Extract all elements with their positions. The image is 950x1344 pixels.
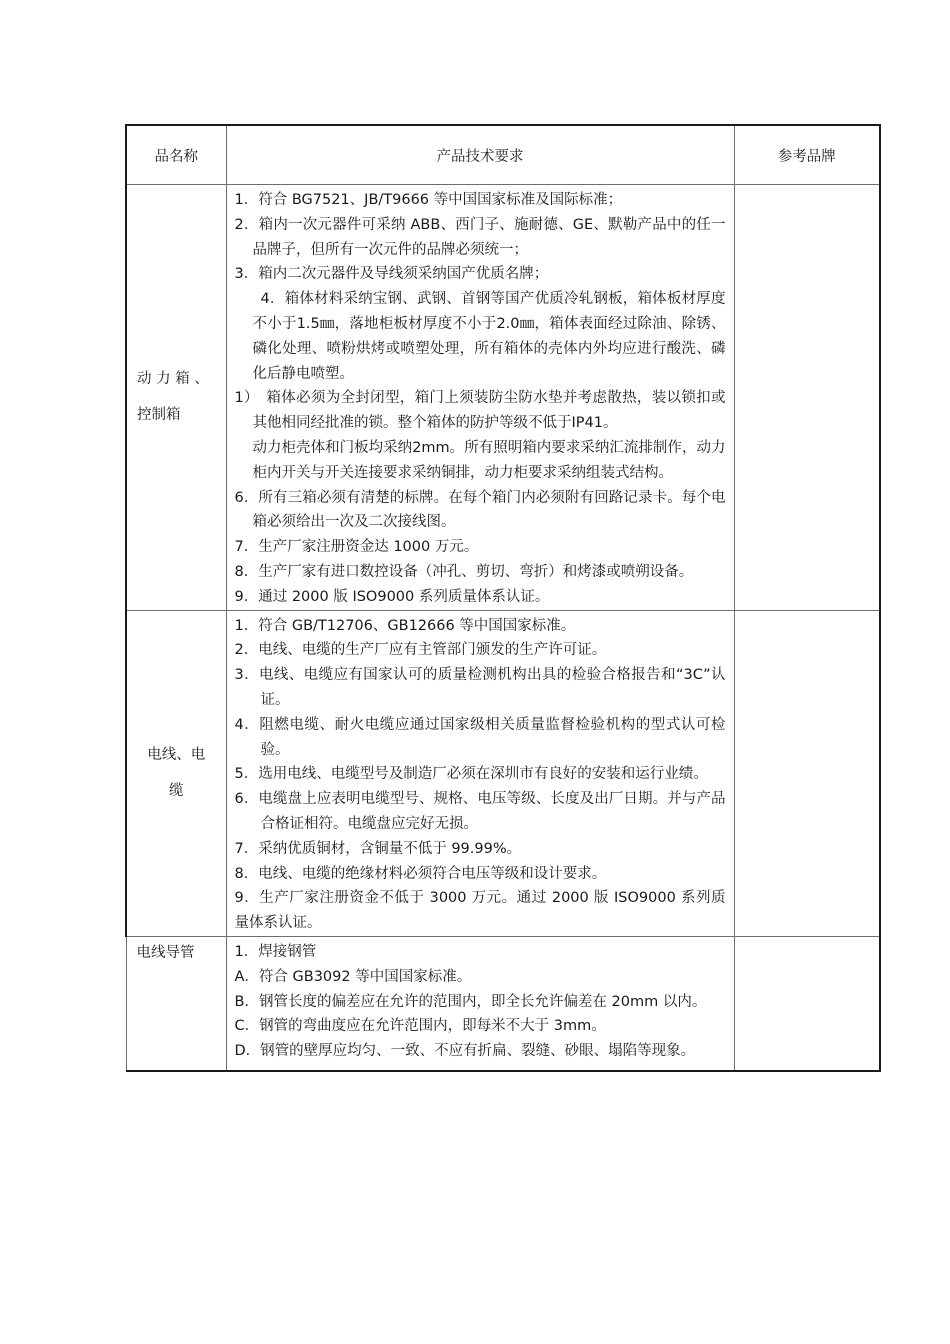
product-name-line: 控制箱 (137, 407, 181, 424)
table-row (126, 936, 880, 1070)
requirements-cell (226, 185, 734, 611)
requirement-item: B．钢管长度的偏差应在允许的范围内，即全长允许偏差在 20mm 以内。 (234, 993, 707, 1010)
product-name-line: 电线导管 (136, 944, 195, 961)
requirements-list (235, 940, 726, 1064)
requirement-item: C．钢管的弯曲度应在允许范围内，即每米不大于 3mm。 (234, 1018, 606, 1035)
header-requirements: 产品技术要求 (226, 125, 734, 185)
table-header-row (126, 125, 880, 185)
requirement-item: 7．采纳优质铜材，含铜量不低于 99.99%。 (234, 840, 522, 857)
product-name-line: 缆 (169, 783, 184, 800)
requirement-item: 1．符合 BG7521、JB/T9666 等中国国家标准及国际标准； (234, 192, 623, 208)
requirement-item: 1） 箱体必须为全封闭型，箱门上须装防尘防水垫并考虑散热，装以锁扣或其他相同经批准的锁。整个箱体的防护等级不低于IP41。 (234, 390, 726, 432)
table-row (126, 185, 880, 611)
requirement-item: 9．通过 2000 版 ISO9000 系列质量体系认证。 (234, 588, 550, 605)
product-name-line: 动 力 箱 、 (137, 371, 209, 388)
brand-cell (734, 936, 880, 1070)
requirement-item: 6．所有三箱必须有清楚的标牌。在每个箱门内必须附有回路记录卡。每个电箱必须给出一次及二次接线图。 (234, 489, 726, 531)
requirement-item: 4．箱体材料采纳宝钢、武钢、首钢等国产优质冷轧钢板，箱体板材厚度不小于1.5㎜，落地柜板材厚度不小于2.0㎜，箱体表面经过除油、除锈、磷化处理、喷粉烘烤或喷塑处理，所有箱体的壳体内外均应进行酸洗、磷化后静电喷塑。 (252, 291, 726, 382)
requirement-item: 9．生产厂家注册资金不低于 3000 万元。通过 2000 版 ISO9000 系列质量体系认证。 (234, 890, 726, 932)
header-brand: 参考品牌 (734, 125, 880, 185)
spec-table (125, 124, 881, 1072)
requirement-item: 2．箱内一次元器件可采纳 ABB、西门子、施耐德、GE、默勒产品中的任一品牌子，但所有一次元件的品牌必须统一； (234, 216, 726, 258)
product-name-cell (126, 185, 226, 611)
requirement-item: 2．电线、电缆的生产厂应有主管部门颁发的生产许可证。 (234, 642, 607, 659)
requirement-item: 1．符合 GB/T12706、GB12666 等中国国家标准。 (234, 617, 576, 634)
requirement-item: 7．生产厂家注册资金达 1000 万元。 (234, 539, 479, 556)
product-name-cell (126, 936, 226, 1070)
product-name (127, 937, 226, 967)
requirements-list (235, 614, 726, 936)
product-name-cell (126, 610, 226, 936)
table-row (126, 610, 880, 936)
brand-cell (734, 185, 880, 611)
requirement-item: D．钢管的壁厚应均匀、一致、不应有折扁、裂缝、砂眼、塌陷等现象。 (234, 1043, 696, 1060)
requirement-item: 8．生产厂家有进口数控设备（冲孔、剪切、弯折）和烤漆或喷朔设备。 (234, 563, 694, 580)
product-name (127, 737, 226, 809)
requirement-item: A．符合 GB3092 等中国国家标准。 (234, 968, 472, 985)
requirements-cell (226, 610, 734, 936)
requirements-cell (226, 936, 734, 1070)
requirement-item: 3．电线、电缆应有国家认可的质量检测机构出具的检验合格报告和“3C”认证。 (234, 667, 726, 708)
requirement-item: 6．电缆盘上应表明电缆型号、规格、电压等级、长度及出厂日期。并与产品合格证相符。电缆盘应完好无损。 (234, 791, 726, 832)
requirement-item: 8．电线、电缆的绝缘材料必须符合电压等级和设计要求。 (234, 865, 607, 882)
requirement-item: 4．阻燃电缆、耐火电缆应通过国家级相关质量监督检验机构的型式认可检验。 (234, 716, 726, 758)
product-name (127, 361, 226, 433)
brand-cell (734, 610, 880, 936)
requirements-list (235, 188, 726, 610)
header-name: 品名称 (126, 125, 226, 185)
requirement-item: 动力柜壳体和门板均采纳2mm。所有照明箱内要求采纳汇流排制作，动力柜内开关与开关连接要求采纳铜排，动力柜要求采纳组装式结构。 (252, 439, 726, 481)
requirement-item: 5．选用电线、电缆型号及制造厂必须在深圳市有良好的安装和运行业绩。 (234, 766, 708, 783)
requirement-item: 1．焊接钢管 (234, 943, 317, 960)
product-name-line: 电线、电 (147, 747, 206, 764)
requirement-item: 3．箱内二次元器件及导线须采纳国产优质名牌； (234, 266, 549, 283)
